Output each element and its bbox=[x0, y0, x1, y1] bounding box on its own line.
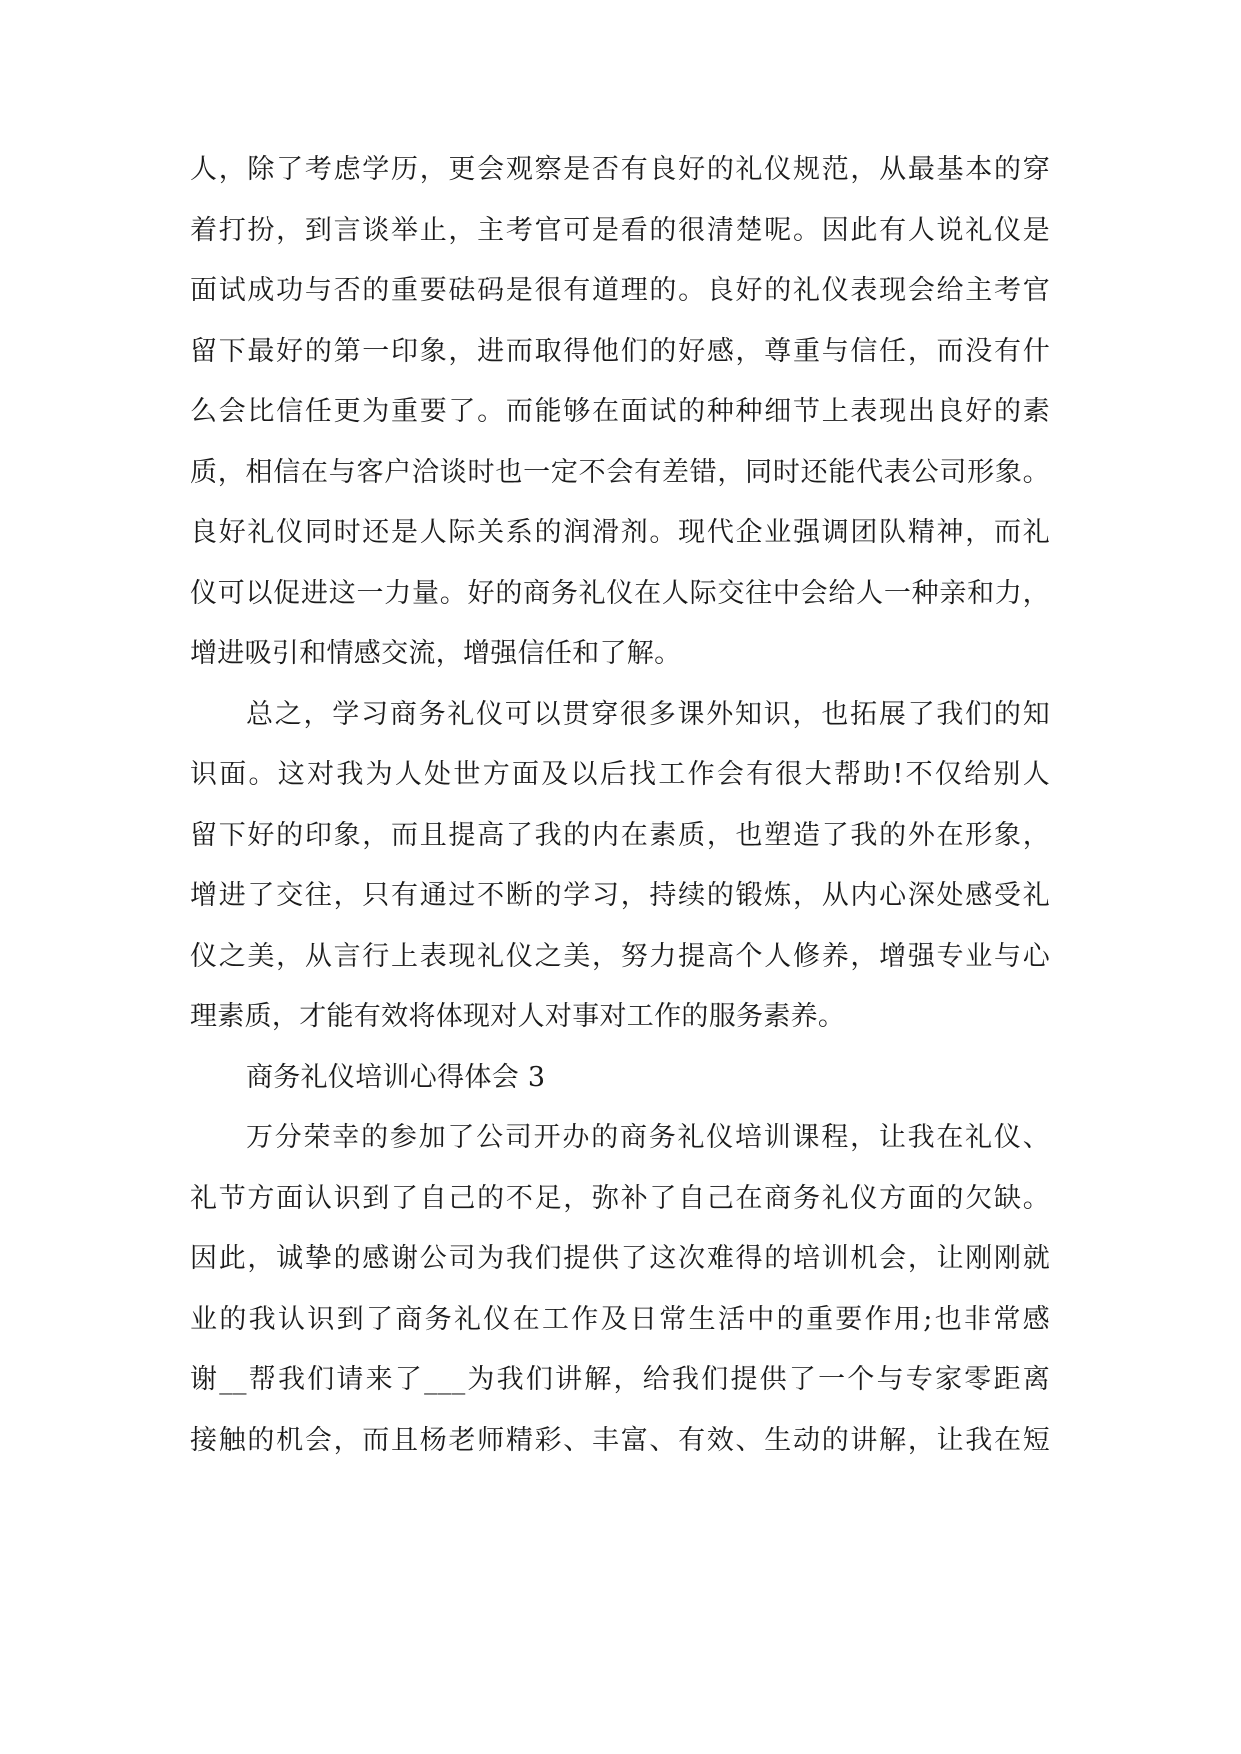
text-line: 总之，学习商务礼仪可以贯穿很多课外知识，也拓展了我们的知 bbox=[246, 698, 1050, 730]
section-heading: 商务礼仪培训心得体会 3 bbox=[246, 1061, 546, 1093]
text-line: 面试成功与否的重要砝码是很有道理的。良好的礼仪表现会给主考官 bbox=[190, 275, 1050, 306]
text-line: 留下好的印象，而且提高了我的内在素质，也塑造了我的外在形象， bbox=[190, 819, 1050, 851]
text-line: 仪可以促进这一力量。好的商务礼仪在人际交往中会给人一种亲和力， bbox=[190, 577, 1050, 609]
text-line: 仪之美，从言行上表现礼仪之美，努力提高个人修养，增强专业与心 bbox=[190, 940, 1050, 972]
text-line: 质，相信在与客户洽谈时也一定不会有差错，同时还能代表公司形象。 bbox=[190, 456, 1050, 488]
text-line: 良好礼仪同时还是人际关系的润滑剂。现代企业强调团队精神，而礼 bbox=[190, 517, 1050, 548]
text-line: 接触的机会，而且杨老师精彩、丰富、有效、生动的讲解，让我在短 bbox=[190, 1424, 1050, 1456]
text-line: 么会比信任更为重要了。而能够在面试的种种细节上表现出良好的素 bbox=[190, 396, 1050, 427]
text-line: 礼节方面认识到了自己的不足，弥补了自己在商务礼仪方面的欠缺。 bbox=[190, 1182, 1050, 1214]
text-line: 因此，诚挚的感谢公司为我们提供了这次难得的培训机会，让刚刚就 bbox=[190, 1243, 1050, 1274]
text-line: 万分荣幸的参加了公司开办的商务礼仪培训课程，让我在礼仪、 bbox=[246, 1122, 1050, 1153]
text-line: 业的我认识到了商务礼仪在工作及日常生活中的重要作用;也非常感 bbox=[190, 1303, 1050, 1335]
text-line: 人，除了考虑学历，更会观察是否有良好的礼仪规范，从最基本的穿 bbox=[190, 154, 1050, 185]
text-line: 留下最好的第一印象，进而取得他们的好感，尊重与信任，而没有什 bbox=[190, 335, 1050, 367]
text-line: 理素质，才能有效将体现对人对事对工作的服务素养。 bbox=[190, 1001, 846, 1032]
text-line: 谢__帮我们请来了___为我们讲解，给我们提供了一个与专家零距离 bbox=[190, 1364, 1050, 1395]
text-line: 着打扮，到言谈举止，主考官可是看的很清楚呢。因此有人说礼仪是 bbox=[190, 214, 1050, 246]
text-line: 识面。这对我为人处世方面及以后找工作会有很大帮助!不仅给别人 bbox=[190, 759, 1050, 790]
text-line: 增进吸引和情感交流，增强信任和了解。 bbox=[190, 638, 682, 669]
text-line: 增进了交往，只有通过不断的学习，持续的锻炼，从内心深处感受礼 bbox=[190, 880, 1050, 911]
document-body bbox=[190, 140, 1050, 1471]
